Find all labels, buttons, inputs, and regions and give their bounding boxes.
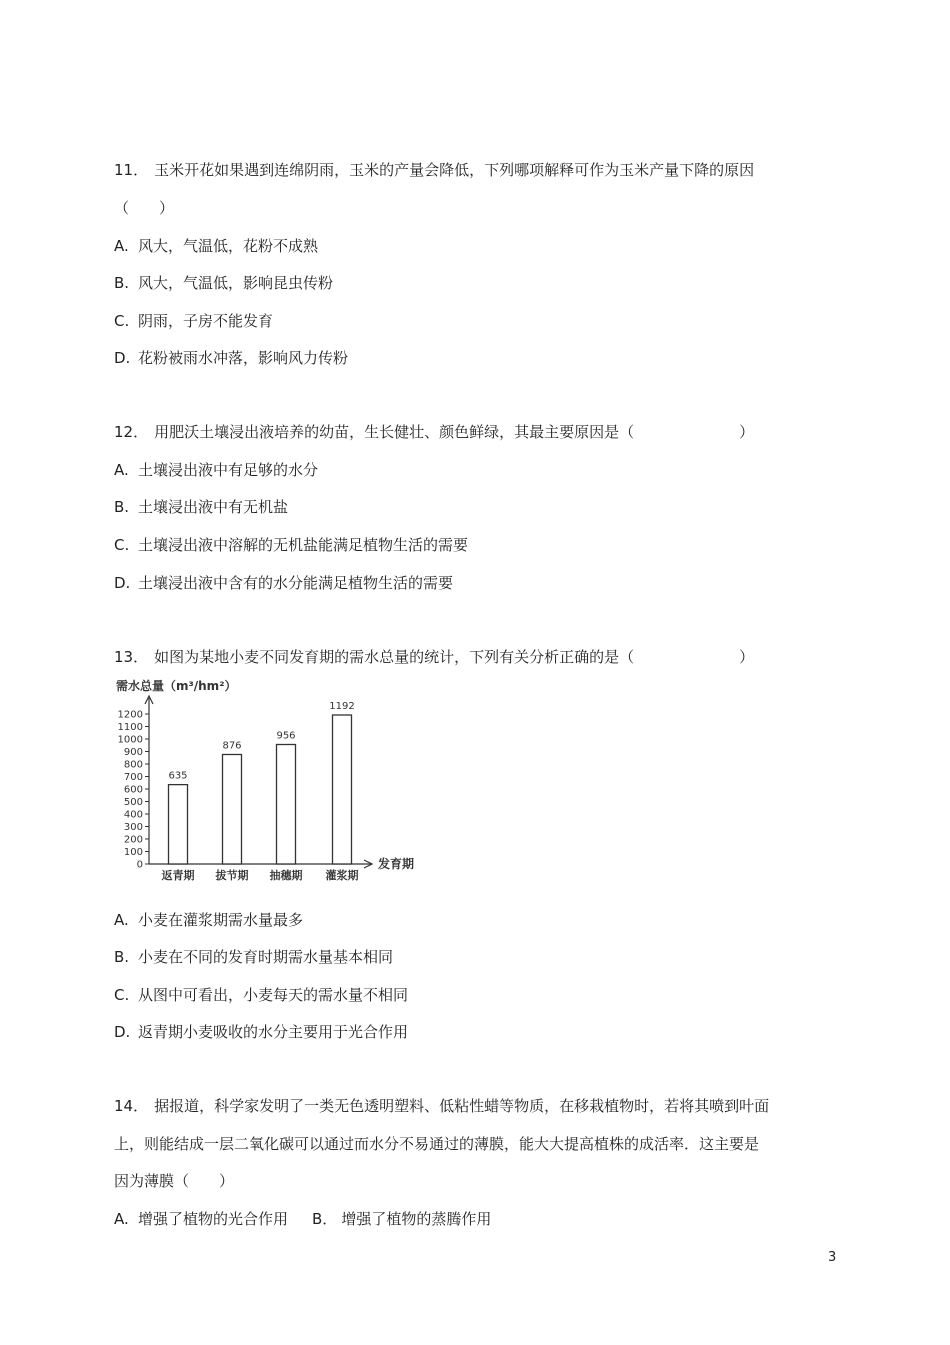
option-text: 土壤浸出液中有无机盐	[138, 498, 289, 516]
q11-stem	[114, 160, 754, 180]
y-tick-label: 400	[123, 809, 143, 821]
q14-number: 14．	[114, 1097, 149, 1115]
option-text: 风大，气温低，影响昆虫传粉	[138, 274, 334, 292]
q13-option-c[interactable]	[114, 985, 408, 1005]
chart-svg	[110, 676, 430, 886]
q11-option-b[interactable]	[114, 273, 333, 293]
y-tick-label: 200	[123, 834, 143, 846]
y-tick-label: 1000	[117, 734, 143, 746]
q13-number: 13．	[114, 648, 149, 666]
y-tick-label: 600	[123, 784, 143, 796]
x-category-label: 灌浆期	[325, 869, 359, 882]
y-axis-title: 需水总量（m³/hm²）	[116, 679, 237, 693]
x-axis-title: 发育期	[378, 857, 415, 871]
option-label: B.	[114, 948, 130, 966]
option-text: 花粉被雨水冲落，影响风力传粉	[138, 349, 349, 367]
option-label: C.	[114, 312, 130, 330]
bar	[277, 745, 296, 865]
option-text: 增强了植物的光合作用	[138, 1210, 289, 1228]
q14-options-row	[114, 1209, 491, 1229]
q13-stem	[114, 647, 754, 667]
bar	[223, 755, 242, 865]
option-text: 返青期小麦吸收的水分主要用于光合作用	[138, 1023, 409, 1041]
option-label: C.	[114, 986, 130, 1004]
page-number: 3	[828, 1250, 837, 1265]
x-category-label: 抽穗期	[269, 869, 303, 882]
q12-stem-text: 用肥沃土壤浸出液培养的幼苗，生长健壮、颜色鲜绿，其最主要原因是（ ）	[154, 423, 755, 441]
bar-value-label: 635	[168, 770, 188, 782]
q12-option-b[interactable]	[114, 497, 288, 517]
bar	[333, 715, 352, 864]
x-category-label: 返青期	[161, 869, 195, 882]
option-label: A.	[114, 911, 129, 929]
option-text: 土壤浸出液中溶解的无机盐能满足植物生活的需要	[138, 536, 469, 554]
q11-stem-text: 玉米开花如果遇到连绵阴雨，玉米的产量会降低，下列哪项解释可作为玉米产量下降的原因	[154, 161, 755, 179]
option-label: A.	[114, 1210, 129, 1228]
option-label: C.	[114, 536, 130, 554]
y-tick-label: 900	[123, 747, 143, 758]
q14-stem-line2: 上，则能结成一层二氧化碳可以通过而水分不易通过的薄膜，能大大提高植株的成活率．这主要是	[114, 1135, 760, 1153]
q11-option-c[interactable]	[114, 311, 273, 331]
q11-option-a[interactable]	[114, 236, 318, 256]
q14-option-a[interactable]	[114, 1210, 288, 1228]
option-label: B．	[312, 1210, 338, 1228]
q14-stem-line1	[114, 1096, 769, 1116]
bar-value-label: 876	[222, 740, 242, 752]
y-tick-label: 800	[123, 759, 143, 771]
water-demand-bar-chart	[110, 676, 430, 886]
option-text: 小麦在灌浆期需水量最多	[138, 911, 304, 929]
q13-option-d[interactable]	[114, 1022, 408, 1042]
q13-stem-text: 如图为某地小麦不同发育期的需水总量的统计，下列有关分析正确的是（ ）	[154, 648, 755, 666]
q13-option-b[interactable]	[114, 947, 393, 967]
bar	[169, 785, 188, 864]
bar-value-label: 956	[276, 730, 296, 742]
q12-stem	[114, 422, 754, 442]
option-text: 风大，气温低，花粉不成熟	[138, 237, 319, 255]
q12-number: 12．	[114, 423, 149, 441]
q11-answer-paren: （ ）	[114, 199, 175, 217]
q14-stem-line3: 因为薄膜（ ）	[114, 1172, 235, 1190]
option-label: A.	[114, 461, 129, 479]
y-tick-label: 500	[123, 797, 143, 808]
q11-option-d[interactable]	[114, 348, 348, 368]
bar-value-label: 1192	[329, 701, 355, 712]
q12-option-c[interactable]	[114, 535, 468, 555]
y-tick-label: 0	[136, 859, 143, 871]
option-label: B.	[114, 274, 130, 292]
y-tick-label: 1100	[117, 722, 143, 733]
q12-option-a[interactable]	[114, 460, 318, 480]
q12-option-d[interactable]	[114, 573, 453, 593]
q14-option-b[interactable]	[312, 1210, 491, 1228]
option-text: 从图中可看出，小麦每天的需水量不相同	[138, 986, 409, 1004]
option-text: 增强了植物的蒸腾作用	[341, 1210, 492, 1228]
y-tick-label: 100	[123, 847, 143, 858]
x-category-label: 拔节期	[215, 869, 249, 882]
option-text: 阴雨，子房不能发育	[138, 312, 274, 330]
option-text: 小麦在不同的发育时期需水量基本相同	[138, 948, 394, 966]
option-label: A.	[114, 237, 129, 255]
q14-stem-text-1: 据报道，科学家发明了一类无色透明塑料、低粘性蜡等物质，在移栽植物时，若将其喷到叶面	[154, 1097, 770, 1115]
option-label: B.	[114, 498, 130, 516]
option-text: 土壤浸出液中有足够的水分	[138, 461, 319, 479]
y-tick-label: 1200	[117, 709, 143, 721]
option-label: D.	[114, 1023, 131, 1041]
y-tick-label: 700	[123, 772, 143, 783]
option-label: D.	[114, 349, 131, 367]
option-text: 土壤浸出液中含有的水分能满足植物生活的需要	[138, 574, 454, 592]
q11-number: 11．	[114, 161, 149, 179]
y-tick-label: 300	[123, 822, 143, 833]
q13-option-a[interactable]	[114, 910, 303, 930]
option-label: D.	[114, 574, 131, 592]
